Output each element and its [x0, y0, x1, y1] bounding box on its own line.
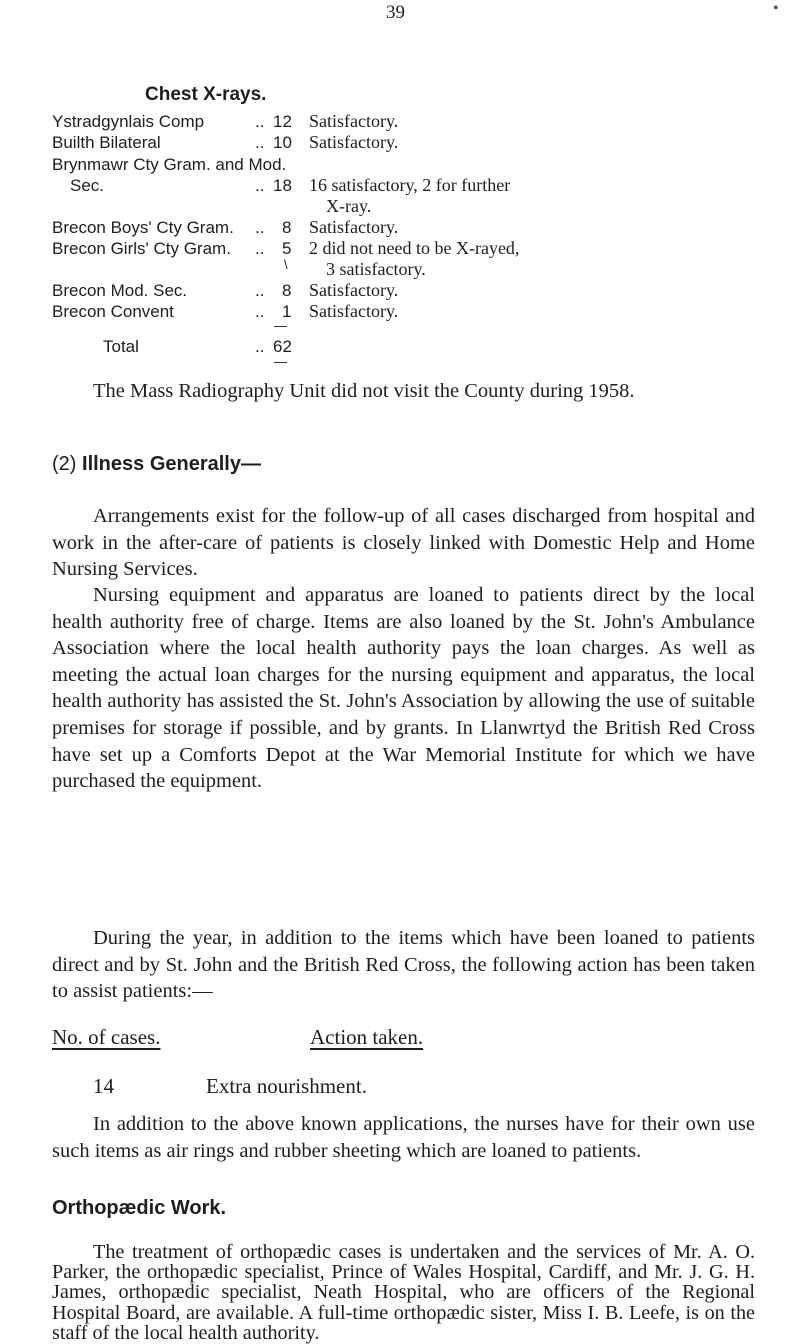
row-result-line2: 3 satisfactory.	[326, 259, 426, 279]
illness-paragraph-2: Nursing equipment and apparatus are loaned to patients direct by the local health authority free of charge. Items are also loaned by the St. John's Ambulance Association where the local health authority pays the loan charges. As well as meeting the actual loan charges for the nursing equipment and apparatus, the local health authority has assisted the St. John's Association by allowing the use of suitable premises for storage if possible, and by grants. In Llanwrtyd the British Red Cross have set up a Comforts Depot at the War Memorial Institute for which we have purchased the equipment.	[52, 584, 755, 793]
illness-paragraph-1: Arrangements exist for the follow-up of all cases discharged from hospital and work in the after-care of patients is closely linked with Domestic Help and Home Nursing Services.	[52, 505, 755, 581]
chest-xrays-title: Chest X-rays.	[145, 84, 267, 105]
corner-mark: •	[773, 0, 779, 17]
row-result: 16 satisfactory, 2 for further	[309, 175, 511, 195]
row-count: 12	[273, 112, 292, 131]
row-dots: ..	[255, 133, 265, 152]
illness-number: (2)	[52, 453, 77, 475]
row-dots: ..	[255, 218, 265, 237]
cases-count: 14	[93, 1074, 114, 1098]
row-name: Ystradgynlais Comp	[52, 112, 205, 131]
row-name: Builth Bilateral	[52, 133, 161, 152]
col-header-action: Action taken.	[310, 1025, 424, 1049]
row-name: Brecon Mod. Sec.	[52, 281, 188, 300]
row-dots: ..	[255, 302, 265, 321]
total-count: 62	[273, 337, 292, 356]
row-result-line2: X-ray.	[326, 196, 372, 216]
orthopaedic-heading	[52, 1197, 226, 1220]
count-mark: \	[284, 257, 288, 272]
col-header-cases: No. of cases.	[52, 1025, 161, 1049]
illness-heading-text: Illness Generally—	[82, 453, 261, 475]
row-dots: ..	[255, 112, 265, 131]
row-count: 1	[282, 302, 292, 321]
row-dots: ..	[255, 176, 265, 195]
total-rule-top	[274, 326, 287, 327]
row-result: Satisfactory.	[309, 280, 399, 300]
row-result: Satisfactory.	[309, 111, 399, 131]
total-label: Total	[103, 337, 139, 356]
row-dots: ..	[255, 281, 265, 300]
row-result: Satisfactory.	[309, 217, 399, 237]
row-count: 18	[273, 176, 292, 195]
row-name: Brecon Boys' Cty Gram.	[52, 218, 234, 237]
total-rule-bottom	[274, 362, 287, 363]
after-table-paragraph: In addition to the above known applications, the nurses have for their own use such items as air rings and rubber sheeting which are loaned to patients.	[52, 1113, 755, 1162]
row-count: 10	[273, 133, 292, 152]
row-count: 8	[282, 218, 292, 237]
row-result: Satisfactory.	[309, 301, 399, 321]
row-name-line1: Brynmawr Cty Gram. and Mod.	[52, 155, 287, 174]
row-name: Brecon Convent	[52, 302, 174, 321]
row-count: 8	[282, 281, 292, 300]
illness-heading	[52, 453, 261, 476]
row-count: 5	[282, 239, 292, 258]
mass-radiography-note: The Mass Radiography Unit did not visit the County during 1958.	[93, 380, 635, 402]
illness-paragraph-3: During the year, in addition to the items which have been loaned to patients direct and by St. John and the British Red Cross, the following action has been taken to assist patients:—	[52, 927, 755, 1003]
row-dots: ..	[255, 239, 265, 258]
row-name: Brecon Girls' Cty Gram.	[52, 239, 231, 258]
row-name: Sec.	[70, 176, 105, 195]
total-dots: ..	[255, 337, 265, 356]
action-taken: Extra nourishment.	[206, 1074, 367, 1098]
orthopaedic-paragraph: The treatment of orthopædic cases is undertaken and the services of Mr. A. O. Parker, the orthopædic specialist, Prince of Wales Hospital, Cardiff, and Mr. J. G. H. James, orthopædic specialist, Neath Hospital, who are officers of the Regional Hospital Board, are available. A full-time orthopædic sister, Miss I. B. Leefe, is on the staff of the local health authority.	[52, 1241, 755, 1344]
row-result: 2 did not need to be X-rayed,	[309, 238, 520, 258]
page-number: 39	[386, 2, 405, 23]
row-result: Satisfactory.	[309, 132, 399, 152]
orthopaedic-heading-text: Orthopædic Work.	[52, 1197, 227, 1219]
